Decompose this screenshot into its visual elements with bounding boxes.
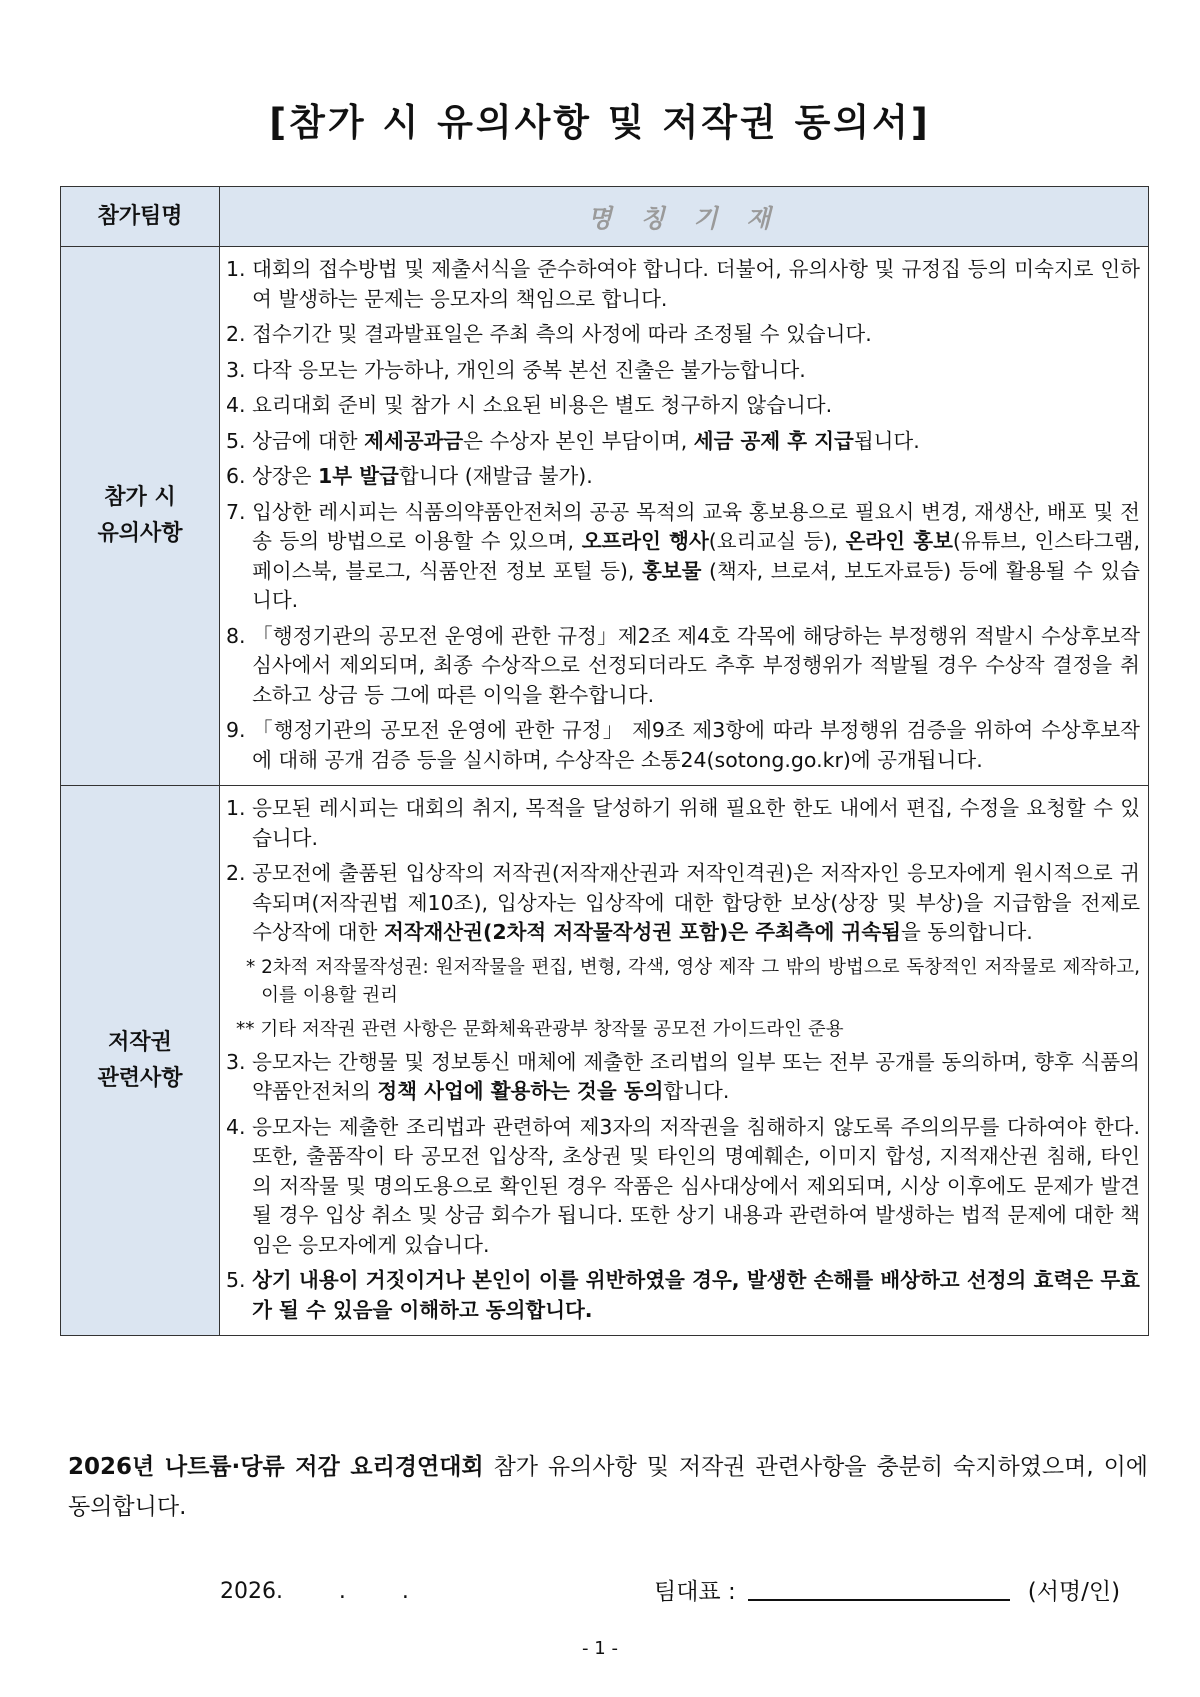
notice-item-8 xyxy=(226,622,1140,711)
copyright-row xyxy=(61,786,1149,1336)
item-number: 5. xyxy=(226,428,253,453)
notice-row xyxy=(61,247,1149,786)
team-row xyxy=(61,187,1149,247)
item-number: 7. xyxy=(226,499,253,524)
notice-label-line1: 참가 시 xyxy=(104,485,176,510)
notice-label xyxy=(61,247,220,786)
notice-item-3 xyxy=(226,356,1140,386)
footnote-text: 기타 저작권 관련 사항은 문화체육관광부 창작물 공모전 가이드라인 준용 xyxy=(260,1018,844,1040)
footnote-guideline xyxy=(226,1016,1140,1044)
item-number: 4. xyxy=(226,393,253,417)
item-number: 8. xyxy=(226,623,253,648)
footnote-secondary-works xyxy=(226,954,1140,1010)
notice-item-9 xyxy=(226,716,1140,775)
item-number: 5. xyxy=(226,1268,253,1292)
item-text: 접수기간 및 결과발표일은 주최 측의 사정에 따라 조정될 수 있습니다. xyxy=(252,322,872,346)
item-number: 6. xyxy=(226,464,253,488)
signature-block xyxy=(654,1573,1120,1606)
copyright-label-line1: 저작권 xyxy=(108,1029,172,1055)
item-text: 요리대회 준비 및 참가 시 소요된 비용은 별도 청구하지 않습니다. xyxy=(252,393,833,417)
item-text: 상기 내용이 거짓이거나 본인이 이를 위반하였을 경우, 발생한 손해를 배상하고 선정의 효력은 무효가 될 수 있음을 이해하고 동의합니다. xyxy=(252,1268,1140,1322)
copyright-item-5 xyxy=(226,1266,1140,1325)
team-name-field[interactable]: 명 칭 기 재 xyxy=(220,187,1149,247)
item-number: 2. xyxy=(226,861,253,885)
item-text: 응모된 레시피는 대회의 취지, 목적을 달성하기 위해 필요한 한도 내에서 편집, 수정을 요청할 수 있습니다. xyxy=(252,796,1140,850)
notice-item-2 xyxy=(226,320,1140,350)
copyright-item-3 xyxy=(226,1048,1140,1107)
item-number: 1. xyxy=(226,257,253,281)
document-title: [참가 시 유의사항 및 저작권 동의서] xyxy=(269,101,931,144)
notice-item-4 xyxy=(226,391,1140,421)
contest-name: 2026년 나트륨·당류 저감 요리경연대회 xyxy=(68,1454,484,1480)
footnote-text: 2차적 저작물작성권: 원저작물을 편집, 변형, 각색, 영상 제작 그 밖의 방법으로 독창적인 저작물로 제작하고, 이를 이용할 권리 xyxy=(261,956,1140,1006)
agreement-statement xyxy=(68,1447,1148,1527)
page-number: - 1 - xyxy=(582,1638,618,1659)
item-text: 상금에 대한 제세공과금은 수상자 본인 부담이며, 세금 공제 후 지급됩니다. xyxy=(252,428,920,453)
item-text: 응모자는 제출한 조리법과 관련하여 제3자의 저작권을 침해하지 않도록 주의의무를 다하여야 한다. 또한, 출품작이 타 공모전 입상작, 초상권 및 타인의 명예훼손, 이미지 합성, 지적재산권 침해, 타인의 저작물 및 명의도용으로 확인된 경우 작품은 심사대상에서 제외되며, 시상 이후에도 문제가 발견될 경우 입상 취소 및 상금 회수가 됩니다. 또한 상기 내용과 관련하여 발생하는 법적 문제에 대한 책임은 응모자에게 있습니다. xyxy=(252,1114,1140,1257)
notice-label-line2: 유의사항 xyxy=(97,521,183,546)
item-text: 「행정기관의 공모전 운영에 관한 규정」제2조 제4호 각목에 해당하는 부정행위 적발시 수상후보작 심사에서 제외되며, 최종 수상작으로 선정되더라도 추후 부정행위가 적발될 경우 수상작 결정을 취소하고 상금 등 그에 따른 이익을 환수합니다. xyxy=(252,623,1140,707)
item-text: 다작 응모는 가능하나, 개인의 중복 본선 진출은 불가능합니다. xyxy=(252,357,806,382)
item-number: 1. xyxy=(226,796,253,820)
signature-label: 팀대표 : xyxy=(654,1579,736,1605)
item-text: 응모자는 간행물 및 정보통신 매체에 제출한 조리법의 일부 또는 전부 공개를 동의하며, 향후 식품의약품안전처의 정책 사업에 활용하는 것을 동의합니다. xyxy=(252,1049,1140,1103)
agreement-text: 참가 유의사항 및 저작권 관련사항을 충분히 숙지하였으며, 이에 동의합니다. xyxy=(68,1454,1148,1520)
item-number: 3. xyxy=(226,1049,253,1074)
item-text: 「행정기관의 공모전 운영에 관한 규정」 제9조 제3항에 따라 부정행위 검증을 위하여 수상후보작에 대해 공개 검증 등을 실시하며, 수상작은 소통24(sotong.go.kr)에 공개됩니다. xyxy=(252,718,1140,772)
team-label: 참가팀명 xyxy=(61,187,220,247)
copyright-item-2 xyxy=(226,859,1140,948)
notice-item-6 xyxy=(226,462,1140,492)
notice-item-1 xyxy=(226,255,1140,314)
item-number: 4. xyxy=(226,1114,253,1139)
copyright-item-4 xyxy=(226,1113,1140,1261)
notice-item-7 xyxy=(226,498,1140,616)
item-number: 2. xyxy=(226,322,253,346)
item-text: 입상한 레시피는 식품의약품안전처의 공공 목적의 교육 홍보용으로 필요시 변경, 재생산, 배포 및 전송 등의 방법으로 이용할 수 있으며, 오프라인 행사(요리교실 등), 온라인 홍보(유튜브, 인스타그램, 페이스북, 블로그, 식품안전 정보 포털 등), 홍보물 (책자, 브로셔, 보도자료등) 등에 활용될 수 있습니다. xyxy=(252,499,1140,612)
item-number: 3. xyxy=(226,357,253,382)
item-text: 상장은 1부 발급합니다 (재발급 불가). xyxy=(252,464,593,488)
signature-line[interactable] xyxy=(748,1577,1010,1601)
copyright-label xyxy=(61,786,220,1336)
signature-suffix: (서명/인) xyxy=(1027,1579,1121,1605)
item-text: 대회의 접수방법 및 제출서식을 준수하여야 합니다. 더불어, 유의사항 및 규정집 등의 미숙지로 인하여 발생하는 문제는 응모자의 책임으로 합니다. xyxy=(252,257,1140,311)
consent-form-table xyxy=(60,186,1149,1336)
copyright-item-1 xyxy=(226,794,1140,853)
copyright-label-line2: 관련사항 xyxy=(97,1065,183,1091)
item-number: 9. xyxy=(226,718,253,742)
date-field[interactable]: 2026. . . xyxy=(220,1579,409,1604)
notice-content xyxy=(220,247,1149,786)
copyright-content xyxy=(220,786,1149,1336)
item-text: 공모전에 출품된 입상작의 저작권(저작재산권과 저작인격권)은 저작자인 응모자에게 원시적으로 귀속되며(저작권법 제10조), 입상자는 입상작에 대한 합당한 보상(상장 및 부상)을 지급함을 전제로 수상작에 대한 저작재산권(2차적 저작물작성권 포함)은 주최측에 귀속됨을 동의합니다. xyxy=(252,861,1140,944)
footnote-mark: ** xyxy=(236,1018,261,1040)
notice-item-5 xyxy=(226,427,1140,457)
footnote-mark: * xyxy=(246,956,262,978)
